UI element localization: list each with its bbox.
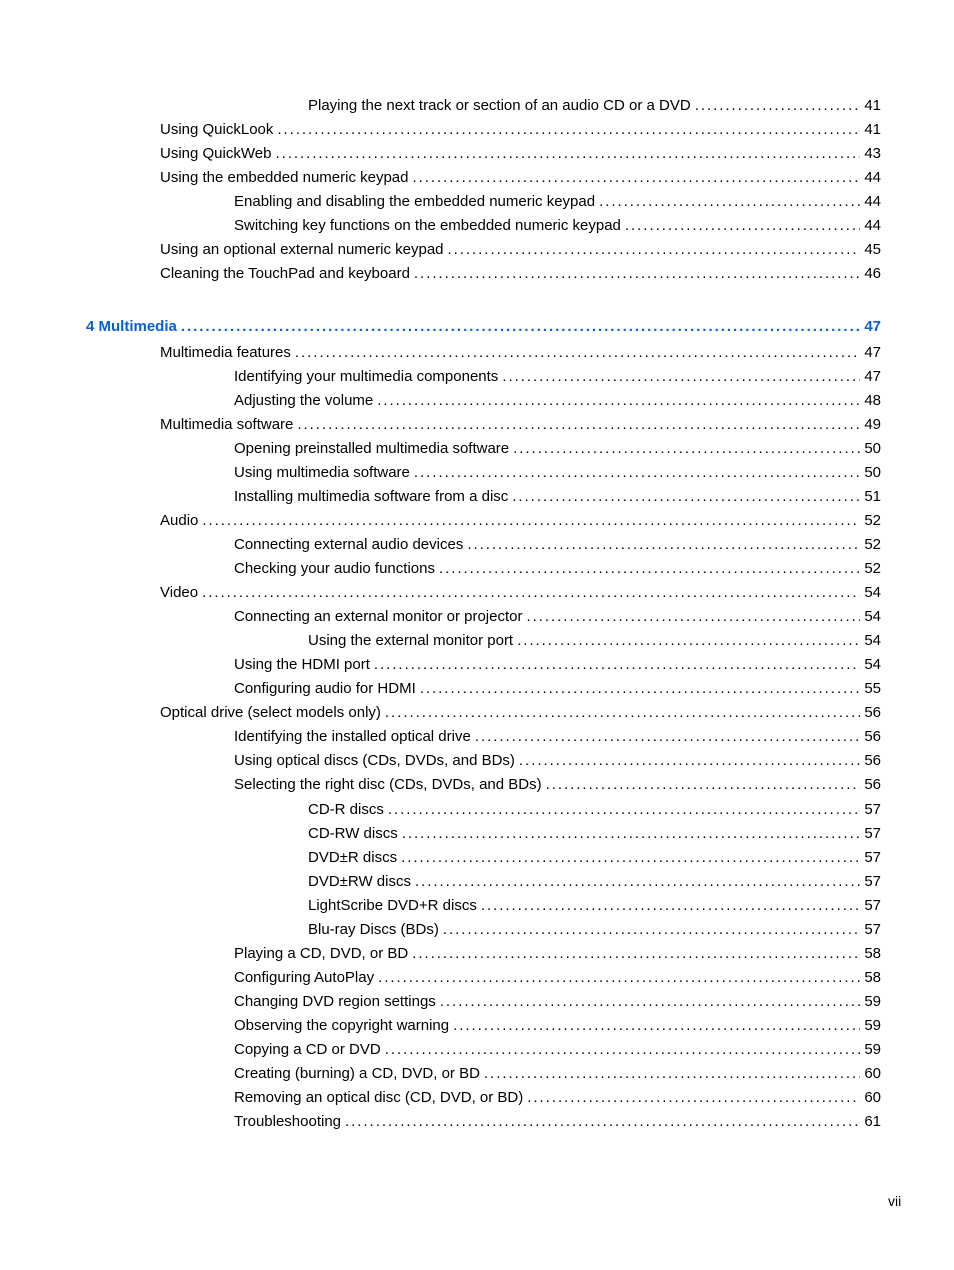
toc-entry (308, 96, 881, 116)
toc-dot-leader (599, 192, 860, 212)
toc-entry-page: 59 (864, 993, 881, 1010)
toc-entry-page: 46 (864, 265, 881, 282)
toc-entry (234, 1064, 881, 1084)
toc-entry-page: 54 (864, 584, 881, 601)
toc-entry (308, 896, 881, 916)
toc-dot-leader (412, 168, 860, 188)
toc-entry (234, 559, 881, 579)
toc-entry (160, 144, 881, 164)
toc-dot-leader (202, 583, 860, 603)
toc-dot-leader (378, 968, 860, 988)
toc-entry (234, 679, 881, 699)
toc-entry-page: 52 (864, 536, 881, 553)
toc-dot-leader (546, 775, 861, 795)
toc-dot-leader (453, 1016, 860, 1036)
toc-dot-leader (625, 216, 860, 236)
toc-entry-title: DVD±RW discs (308, 873, 411, 890)
toc-entry (234, 968, 881, 988)
toc-dot-leader (402, 824, 861, 844)
toc-entry-page: 44 (864, 169, 881, 186)
toc-dot-leader (181, 317, 860, 337)
toc-entry-page: 57 (864, 873, 881, 890)
toc-entry-page: 58 (864, 969, 881, 986)
toc-dot-leader (275, 144, 860, 164)
toc-entry (234, 775, 881, 795)
toc-dot-leader (519, 751, 860, 771)
toc-dot-leader (517, 631, 860, 651)
toc-entry-title: Observing the copyright warning (234, 1017, 450, 1034)
toc-entry (234, 367, 881, 387)
toc-dot-leader (475, 727, 861, 747)
toc-entry-title: Using multimedia software (234, 464, 410, 481)
toc-dot-leader (401, 848, 860, 868)
toc-entry-title: LightScribe DVD+R discs (308, 897, 477, 914)
toc-entry-page: 56 (864, 752, 881, 769)
toc-entry (308, 872, 881, 892)
toc-dot-leader (345, 1112, 860, 1132)
toc-entry-title: Checking your audio functions (234, 560, 435, 577)
toc-entry-page: 59 (864, 1017, 881, 1034)
toc-entry-title: Using the embedded numeric keypad (160, 169, 409, 186)
toc-entry (234, 192, 881, 212)
toc-entry-title: DVD±R discs (308, 849, 398, 866)
toc-entry-page: 57 (864, 825, 881, 842)
toc-entry (234, 391, 881, 411)
toc-dot-leader (440, 992, 861, 1012)
toc-dot-leader (527, 1088, 860, 1108)
toc-dot-leader (388, 800, 860, 820)
toc-entry-page: 45 (864, 241, 881, 258)
page-number: vii (888, 1193, 902, 1209)
toc-entry (234, 944, 881, 964)
toc-entry (234, 751, 881, 771)
toc-entry-page: 51 (864, 488, 881, 505)
toc-entry-page: 52 (864, 512, 881, 529)
toc-entry-title: Using an optional external numeric keypad (160, 241, 444, 258)
toc-entry-title: Using QuickLook (160, 121, 274, 138)
toc-entry-title: Copying a CD or DVD (234, 1041, 381, 1058)
toc-entry-page: 61 (864, 1113, 881, 1130)
toc-dot-leader (420, 679, 861, 699)
toc-entry (160, 343, 881, 363)
toc-entry (234, 463, 881, 483)
toc-dot-leader (295, 343, 860, 363)
toc-entry-title: Blu-ray Discs (BDs) (308, 921, 439, 938)
toc-dot-leader (412, 944, 860, 964)
toc-entry (308, 631, 881, 651)
toc-dot-leader (415, 872, 860, 892)
toc-entry-page: 56 (864, 776, 881, 793)
toc-entry (234, 487, 881, 507)
toc-entry (308, 800, 881, 820)
toc-entry-page: 56 (864, 704, 881, 721)
toc-dot-leader (439, 559, 860, 579)
toc-entry-title: Enabling and disabling the embedded numeric keypad (234, 193, 596, 210)
toc-entry-title: Video (160, 584, 199, 601)
toc-dot-leader (481, 896, 860, 916)
toc-entry-title: Changing DVD region settings (234, 993, 436, 1010)
toc-dot-leader (414, 463, 860, 483)
toc-entry-page: 60 (864, 1089, 881, 1106)
toc-entry (160, 264, 881, 284)
toc-entry (308, 920, 881, 940)
toc-entry-title: Installing multimedia software from a disc (234, 488, 509, 505)
toc-dot-leader (467, 535, 860, 555)
toc-entry-page: 50 (864, 440, 881, 457)
toc-dot-leader (385, 1040, 861, 1060)
toc-entry-page: 57 (864, 801, 881, 818)
toc-entry-title: Creating (burning) a CD, DVD, or BD (234, 1065, 480, 1082)
toc-entry-page: 48 (864, 392, 881, 409)
toc-entry-title: Multimedia software (160, 416, 294, 433)
toc-entry-title: Removing an optical disc (CD, DVD, or BD) (234, 1089, 524, 1106)
toc-entry-title: CD-RW discs (308, 825, 398, 842)
toc-entry (308, 824, 881, 844)
toc-entry-title: Cleaning the TouchPad and keyboard (160, 265, 410, 282)
toc-entry-page: 52 (864, 560, 881, 577)
toc-entry (160, 120, 881, 140)
toc-entry (234, 439, 881, 459)
toc-dot-leader (695, 96, 861, 116)
toc-entry-page: 58 (864, 945, 881, 962)
toc-entry (234, 216, 881, 236)
toc-dot-leader (484, 1064, 860, 1084)
toc-entry-title: Selecting the right disc (CDs, DVDs, and BDs) (234, 776, 542, 793)
toc-entry-title: Configuring audio for HDMI (234, 680, 416, 697)
toc-dot-leader (377, 391, 860, 411)
toc-entry (234, 1088, 881, 1108)
toc-entry (234, 655, 881, 675)
toc-entry-title: Opening preinstalled multimedia software (234, 440, 510, 457)
toc-entry-title: 4 Multimedia (86, 318, 177, 335)
toc-entry-title: Adjusting the volume (234, 392, 374, 409)
toc-entry-title: Using QuickWeb (160, 145, 272, 162)
toc-entry (160, 415, 881, 435)
toc-entry (308, 848, 881, 868)
toc-entry-title: Troubleshooting (234, 1113, 342, 1130)
toc-entry-title: Using optical discs (CDs, DVDs, and BDs) (234, 752, 515, 769)
toc-entry-page: 60 (864, 1065, 881, 1082)
toc-entry-title: Switching key functions on the embedded numeric keypad (234, 217, 621, 234)
toc-entry-title: CD-R discs (308, 801, 384, 818)
toc-dot-leader (502, 367, 860, 387)
toc-entry-page: 56 (864, 728, 881, 745)
toc-entry-title: Connecting external audio devices (234, 536, 464, 553)
toc-entry (160, 583, 881, 603)
toc-entry-title: Playing the next track or section of an audio CD or a DVD (308, 97, 691, 114)
toc-entry-page: 41 (864, 97, 881, 114)
toc-entry-title: Playing a CD, DVD, or BD (234, 945, 409, 962)
toc-entry (234, 1112, 881, 1132)
toc-dot-leader (385, 703, 860, 723)
toc-entry-page: 55 (864, 680, 881, 697)
toc-entry-title: Connecting an external monitor or projector (234, 608, 523, 625)
toc-dot-leader (414, 264, 860, 284)
toc-entry-title: Using the HDMI port (234, 656, 370, 673)
toc-entry (234, 1016, 881, 1036)
toc-entry-page: 54 (864, 656, 881, 673)
toc-entry (160, 511, 881, 531)
toc-entry-title: Identifying the installed optical drive (234, 728, 471, 745)
toc-dot-leader (513, 439, 860, 459)
toc-entry-page: 50 (864, 464, 881, 481)
toc-entry-title: Identifying your multimedia components (234, 368, 499, 385)
toc-entry-title: Configuring AutoPlay (234, 969, 375, 986)
toc-entry-page: 47 (864, 344, 881, 361)
toc-entry-title: Audio (160, 512, 199, 529)
toc-dot-leader (443, 920, 860, 940)
toc-entry (160, 240, 881, 260)
toc-dot-leader (374, 655, 860, 675)
toc-dot-leader (512, 487, 860, 507)
toc-entry (160, 168, 881, 188)
toc-dot-leader (277, 120, 860, 140)
toc-entry-page: 49 (864, 416, 881, 433)
toc-entry-title: Multimedia features (160, 344, 291, 361)
toc-dot-leader (527, 607, 861, 627)
toc-entry-page: 54 (864, 608, 881, 625)
toc-entry (160, 703, 881, 723)
toc-entry-page: 57 (864, 897, 881, 914)
toc-entry-title: Optical drive (select models only) (160, 704, 381, 721)
toc-entry-page: 44 (864, 193, 881, 210)
toc-entry-title: Using the external monitor port (308, 632, 514, 649)
toc-entry (234, 607, 881, 627)
toc-entry-page: 47 (864, 318, 881, 335)
toc-entry (234, 535, 881, 555)
toc-entry (234, 992, 881, 1012)
toc-entry-page: 54 (864, 632, 881, 649)
toc-entry (234, 727, 881, 747)
toc-entry-page: 57 (864, 849, 881, 866)
toc-entry-page: 44 (864, 217, 881, 234)
toc-dot-leader (202, 511, 860, 531)
toc-dot-leader (448, 240, 861, 260)
toc-entry-page: 43 (864, 145, 881, 162)
toc-entry-page: 41 (864, 121, 881, 138)
toc-entry-page: 57 (864, 921, 881, 938)
toc-entry-page: 47 (864, 368, 881, 385)
toc-chapter-entry[interactable] (86, 317, 881, 337)
toc-entry (234, 1040, 881, 1060)
toc-entry-page: 59 (864, 1041, 881, 1058)
toc-dot-leader (297, 415, 860, 435)
